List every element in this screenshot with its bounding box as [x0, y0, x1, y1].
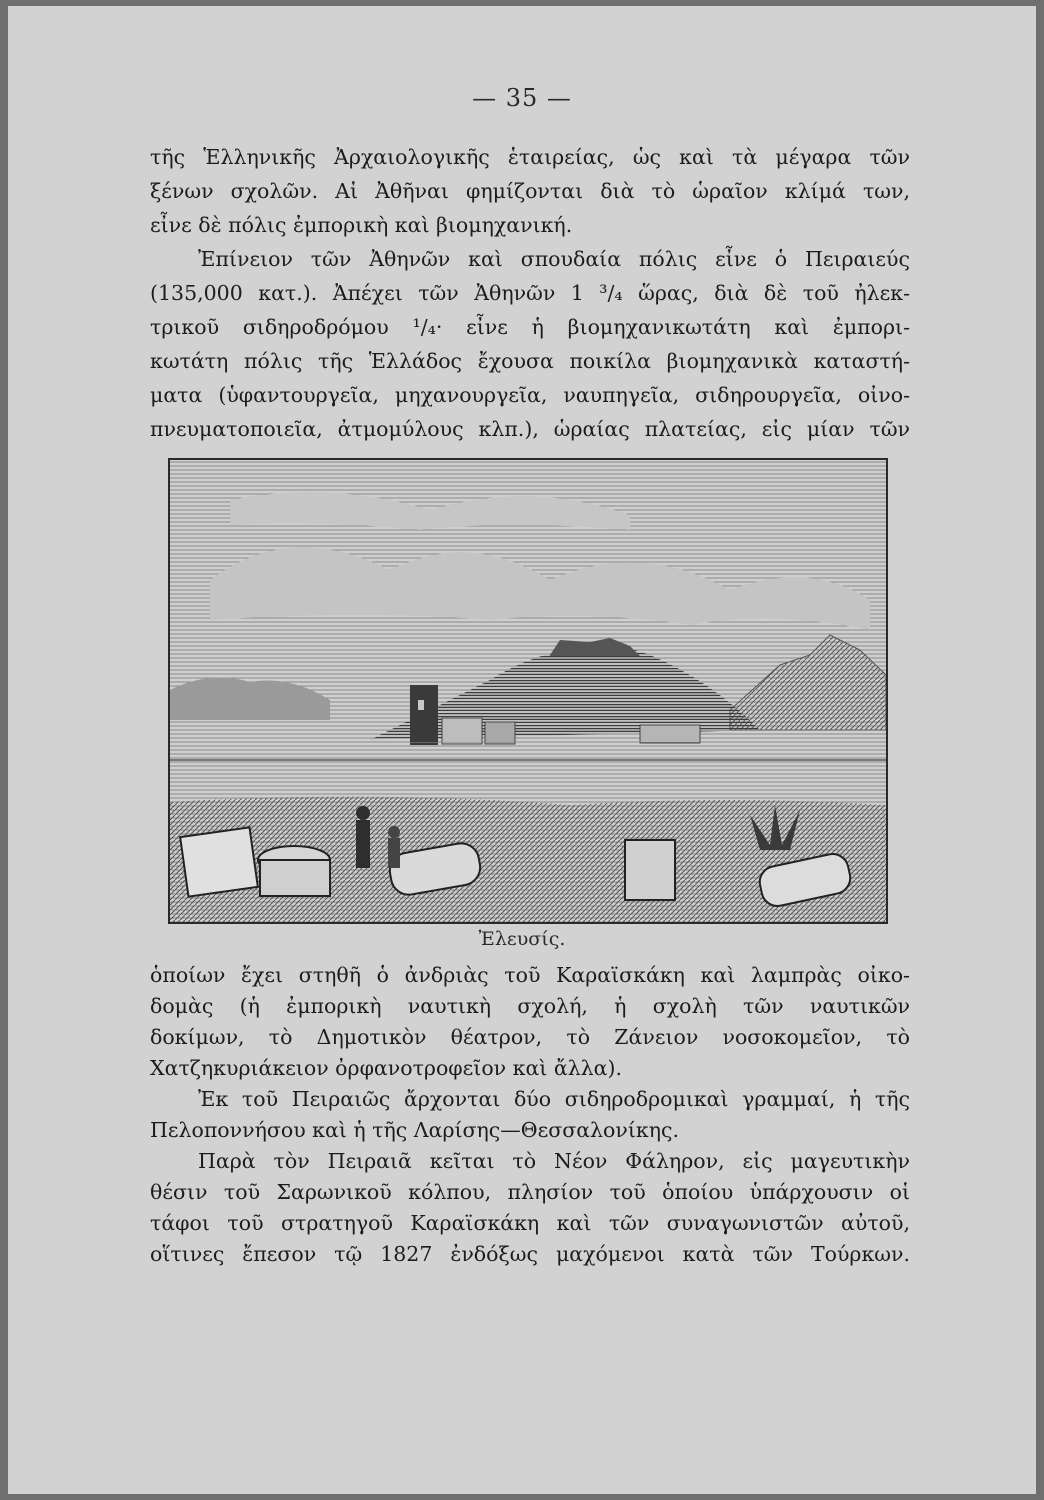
plain — [170, 742, 886, 802]
text-line: (135,000 κατ.). Ἀπέχει τῶν Ἀθηνῶν 1 ³/₄ ὥρας, διὰ δὲ τοῦ ἠλεκ- — [150, 281, 910, 305]
text-line: θέσιν τοῦ Σαρωνικοῦ κόλπου, πλησίον τοῦ ὁποίου ὑπάρχουσιν οἱ — [150, 1180, 910, 1204]
village-building — [485, 722, 515, 744]
tower — [410, 685, 438, 745]
figure-seated — [388, 838, 400, 868]
text-line: δομὰς (ἡ ἐμπορικὴ ναυτικὴ σχολή, ἡ σχολὴ τῶν ναυτικῶν — [150, 994, 910, 1018]
text-line: ξένων σχολῶν. Αἱ Ἀθῆναι φημίζονται διὰ τὸ ὡραῖον κλίμά των, — [150, 179, 910, 203]
page-number: — 35 — — [472, 84, 572, 112]
text-line: τρικοῦ σιδηροδρόμου ¹/₄· εἶνε ἡ βιομηχανικωτάτη καὶ ἐμπορι- — [150, 315, 910, 339]
text-line: Χατζηκυριάκειον ὀρφανοτροφεῖον καὶ ἄλλα). — [150, 1056, 623, 1080]
ruin-block — [625, 840, 675, 900]
text-line: ὁποίων ἔχει στηθῆ ὁ ἀνδριὰς τοῦ Καραϊσκάκη καὶ λαμπρὰς οἰκο- — [150, 963, 910, 987]
text-line: Ἐκ τοῦ Πειραιῶς ἄρχονται δύο σιδηροδρομικαὶ γραμμαί, ἡ τῆς — [198, 1087, 910, 1111]
text-block-bottom — [150, 960, 910, 1270]
text-line: τῆς Ἑλληνικῆς Ἀρχαιολογικῆς ἑταιρείας, ὡς καὶ τὰ μέγαρα τῶν — [150, 145, 910, 169]
text-line: κωτάτη πόλις τῆς Ἑλλάδος ἔχουσα ποικίλα βιομηχανικὰ καταστή- — [150, 349, 910, 373]
engraving-eleusis — [168, 458, 888, 924]
village-building — [442, 718, 482, 744]
text-line: οἵτινες ἔπεσον τῷ 1827 ἐνδόξως μαχόμενοι κατὰ τῶν Τούρκων. — [150, 1242, 910, 1266]
figure-caption: Ἐλευσίς. — [478, 928, 566, 950]
text-line: ματα (ὑφαντουργεῖα, μηχανουργεῖα, ναυπηγεῖα, σιδηρουργεῖα, οἰνο- — [150, 383, 910, 407]
text-line: τάφοι τοῦ στρατηγοῦ Καραϊσκάκη καὶ τῶν συναγωνιστῶν αὐτοῦ, — [150, 1211, 910, 1235]
text-line: Ἐπίνειον τῶν Ἀθηνῶν καὶ σπουδαία πόλις εἶνε ὁ Πειραιεύς — [198, 247, 910, 271]
village-building — [640, 725, 700, 743]
engraving-illustration — [170, 460, 886, 922]
text-line: δοκίμων, τὸ Δημοτικὸν θέατρον, τὸ Ζάνειον νοσοκομεῖον, τὸ — [150, 1025, 910, 1049]
text-line: Παρὰ τὸν Πειραιᾶ κεῖται τὸ Νέον Φάληρον, εἰς μαγευτικὴν — [198, 1149, 910, 1173]
figure-standing — [356, 820, 370, 868]
figure-head — [356, 806, 370, 820]
column-drum-left — [180, 827, 258, 896]
tower-window — [418, 700, 424, 710]
text-line: Πελοποννήσου καὶ ἡ τῆς Λαρίσης—Θεσσαλονίκης. — [150, 1118, 679, 1142]
column-base — [260, 860, 330, 896]
text-line: πνευματοποιεῖα, ἀτμομύλους κλπ.), ὡραίας πλατείας, εἰς μίαν τῶν — [150, 417, 910, 441]
figure-head — [388, 826, 400, 838]
text-line: εἶνε δὲ πόλις ἐμπορικὴ καὶ βιομηχανική. — [150, 213, 573, 237]
text-block-top — [150, 140, 910, 446]
